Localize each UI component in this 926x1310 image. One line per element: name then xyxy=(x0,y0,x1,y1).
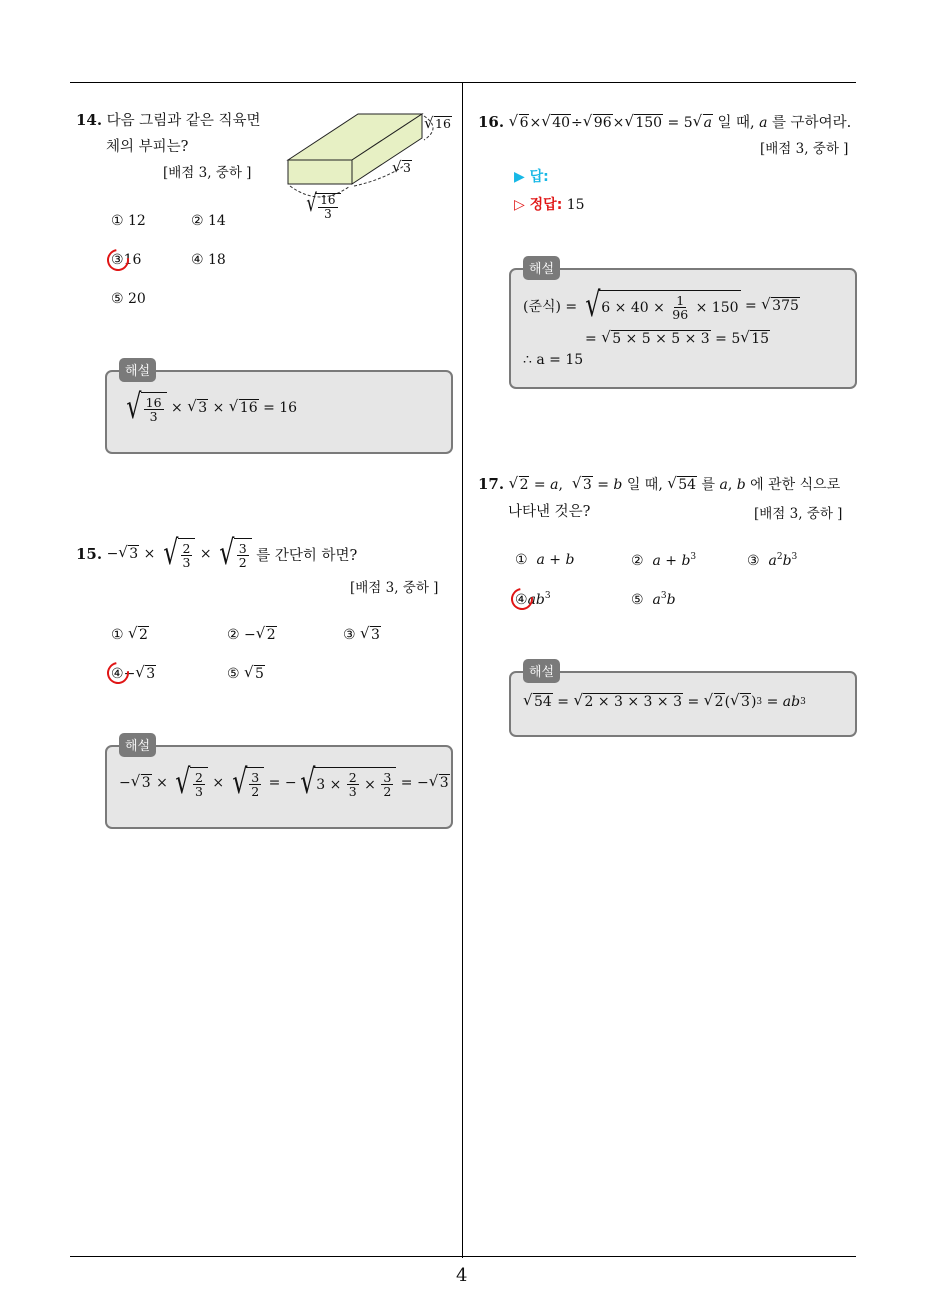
selected-answer-circle xyxy=(103,245,134,276)
explanation-line-2: = √ 5 × 5 × 5 × 3 = 5 √ 15 xyxy=(585,330,770,347)
explanation-tag: 해설 xyxy=(523,659,560,683)
correct-answer: ▷ 정답: 15 xyxy=(514,197,585,213)
choice-1[interactable]: ① √ 2 xyxy=(111,626,149,643)
explanation-tag: 해설 xyxy=(523,256,560,280)
explanation-formula: − √ 3 × √ $\frac{2}{3}$ × √ $\frac{3}{2}$ = − √ 3 × $\frac{2}{3}$ × $\frac{3}{2}$ = − √ 3 xyxy=(119,767,450,799)
question-14 xyxy=(76,109,260,130)
question-text: 를 간단히 하면? xyxy=(256,547,358,564)
question-number: 17. xyxy=(478,475,505,493)
selected-answer-circle xyxy=(507,584,538,615)
column-divider xyxy=(462,82,463,1258)
score-label: [배점 3, 중하 ] xyxy=(163,165,252,181)
choice-4[interactable]: ④ 18 xyxy=(191,252,226,268)
explanation-formula: √ 54 = √ 2 × 3 × 3 × 3 = √ 2 ( √ 3 ) 3 = ab 3 xyxy=(523,693,806,710)
choice-2[interactable]: ② 14 xyxy=(191,213,226,229)
score-label: [배점 3, 중하 ] xyxy=(350,580,439,596)
page-number: 4 xyxy=(456,1265,468,1286)
answer-label: ▶ 답: xyxy=(514,169,549,185)
explanation-formula: √ $\frac{16}{3}$ × √ 3 × √ 16 = 16 xyxy=(123,392,297,424)
question-16: 16. √ 6×√ 40÷√ 96×√ 150 = 5√ a 일 때, a 를 구하여라. xyxy=(478,111,851,132)
question-17: 17. √ 2 = a, √ 3 = b 일 때, √ 54 를 a, b 에 관한 식으로 xyxy=(478,474,840,494)
explanation-box-15 xyxy=(105,745,453,829)
choice-4[interactable]: ④−√ 3 xyxy=(111,665,156,682)
explanation-line-1: (준식) = √ 6 × 40 × $\frac{1}{96}$ × 150 = √ 375 xyxy=(523,290,800,322)
choice-5[interactable]: ⑤ √ 5 xyxy=(227,665,265,682)
choice-2[interactable]: ② $a + b^3$ xyxy=(631,552,697,569)
question-number: 15. xyxy=(76,545,103,563)
question-number: 16. xyxy=(478,113,505,131)
choice-2[interactable]: ② −√ 2 xyxy=(227,626,277,643)
question-number: 14. xyxy=(76,111,103,129)
choice-4[interactable]: $④ab^3$ xyxy=(515,591,551,608)
choice-1[interactable]: ① 12 xyxy=(111,213,146,229)
explanation-line-3: ∴ a = 15 xyxy=(523,352,584,368)
choice-5[interactable]: ⑤ $a^3b$ xyxy=(631,591,676,608)
figure-label-side: √ 3 xyxy=(392,160,412,175)
question-17-line2: 나타낸 것은? xyxy=(508,504,591,520)
explanation-box-16 xyxy=(509,268,857,389)
choice-1[interactable]: ① a + b xyxy=(515,552,575,568)
score-label: [배점 3, 중하 ] xyxy=(760,141,849,157)
figure-label-bottom: √ $\frac{16}{3}$ xyxy=(304,193,341,220)
explanation-box-17 xyxy=(509,671,857,737)
selected-answer-circle xyxy=(103,658,134,689)
explanation-tag: 해설 xyxy=(119,358,156,382)
question-14-line2: 체의 부피는? xyxy=(106,139,189,155)
score-label: [배점 3, 중하 ] xyxy=(754,506,843,522)
figure-label-top: √ 16 xyxy=(424,116,452,131)
explanation-box-14 xyxy=(105,370,453,454)
choice-3[interactable]: ③16 xyxy=(111,252,142,268)
question-text: 다음 그림과 같은 직육면 xyxy=(106,113,261,129)
question-15: 15. −√ 3 × √ $\frac{2}{3}$ × √ $\frac{3}{2}$ 를 간단히 하면? xyxy=(76,538,357,570)
choice-3[interactable]: ③ $a^2b^3$ xyxy=(747,552,798,569)
top-rule xyxy=(70,82,856,83)
choice-5[interactable]: ⑤ 20 xyxy=(111,291,146,307)
choice-3[interactable]: ③ √ 3 xyxy=(343,626,381,643)
explanation-tag: 해설 xyxy=(119,733,156,757)
bottom-rule xyxy=(70,1256,856,1257)
